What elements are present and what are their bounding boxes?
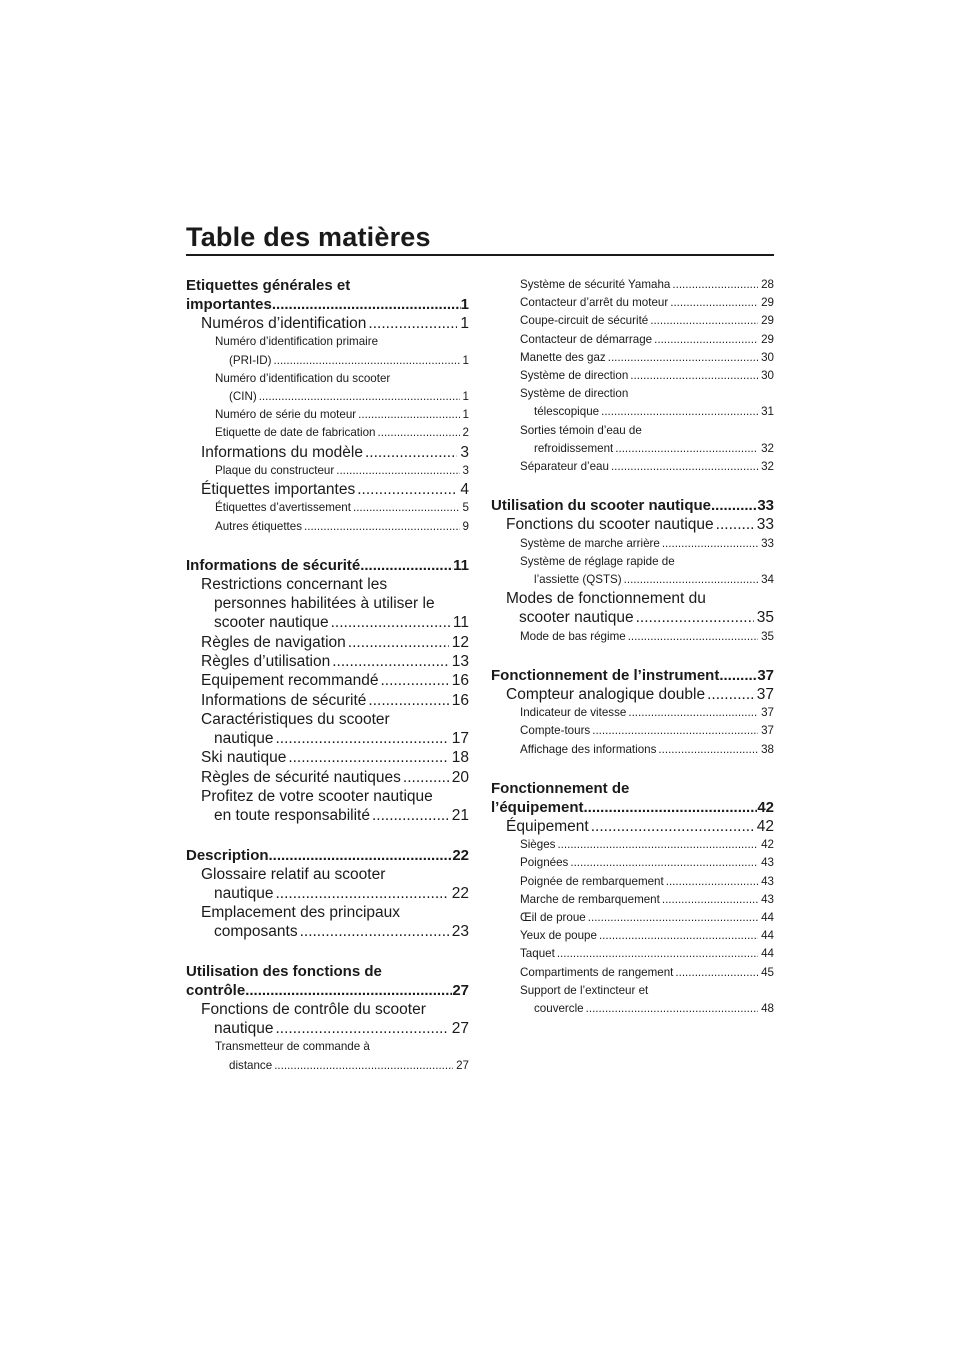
toc-entry-page-number: 22: [452, 846, 469, 864]
dot-leader: [654, 331, 758, 349]
section-gap: [186, 942, 469, 962]
toc-entry-level-2[interactable]: [186, 768, 469, 787]
dot-leader: [601, 403, 758, 421]
dot-leader: [611, 458, 758, 476]
toc-entry-title: Marche de rembarquement: [520, 892, 660, 906]
toc-entry-title: Fonctions du scooter nautique: [506, 516, 714, 534]
toc-entry-title: Informations du modèle: [201, 443, 363, 461]
toc-entry-title-part: Support de l’extincteur et: [520, 983, 649, 997]
toc-entry-title: Mode de bas régime: [520, 629, 626, 643]
toc-entry-page-number: 22: [451, 884, 469, 902]
toc-entry-page-number: 38: [761, 742, 774, 756]
toc-entry-title: télescopique: [534, 405, 600, 419]
dot-leader: [259, 388, 460, 406]
toc-entry-title-part: Utilisation des fonctions de: [186, 962, 382, 980]
toc-entry-page-number: 21: [451, 807, 469, 825]
toc-entry-title: distance: [229, 1058, 273, 1072]
toc-entry-level-3[interactable]: [186, 1038, 469, 1074]
toc-entry-level-2[interactable]: [186, 787, 469, 826]
dot-leader: [557, 945, 758, 963]
toc-entry-page-number: 44: [761, 947, 774, 961]
toc-entry-title: composants: [214, 923, 298, 941]
toc-entry-title: Équipement: [506, 817, 589, 835]
toc-entry-page-number: 20: [451, 768, 469, 786]
toc-entry-page-number: 18: [451, 749, 469, 767]
toc-entry-level-3[interactable]: [186, 370, 469, 406]
dot-leader: [636, 608, 754, 627]
toc-entry-title: contrôle: [186, 981, 246, 999]
dot-leader: [675, 964, 758, 982]
toc-entry-page-number: 33: [757, 497, 774, 515]
toc-entry-page-number: 44: [761, 929, 774, 943]
toc-entry-level-1[interactable]: [491, 666, 774, 685]
toc-entry-page-number: 27: [452, 981, 469, 999]
toc-entry-level-3[interactable]: [491, 294, 774, 312]
toc-entry-level-3[interactable]: [186, 333, 469, 369]
toc-entry-page-number: 1: [462, 353, 469, 367]
toc-entry-title-part: personnes habilitées à utiliser le: [214, 595, 435, 613]
toc-entry-level-3[interactable]: [491, 945, 774, 963]
toc-entry-title-part: Fonctionnement de: [491, 779, 630, 797]
toc-entry-page-number: 16: [451, 672, 469, 690]
toc-entry-level-3[interactable]: [491, 741, 774, 759]
toc-entry-page-number: 9: [462, 519, 469, 533]
toc-entry-page-number: 45: [761, 965, 774, 979]
toc-entry-level-3[interactable]: [186, 518, 469, 536]
dot-leader: [630, 367, 758, 385]
toc-entry-page-number: 43: [761, 874, 774, 888]
toc-entry-page-number: 34: [761, 572, 774, 586]
dot-leader: [300, 922, 449, 941]
toc-entry-title: Compteur analogique double: [506, 685, 706, 703]
toc-entry-level-3[interactable]: [491, 891, 774, 909]
dot-leader: [378, 424, 460, 442]
dot-leader: [368, 691, 448, 710]
toc-column-left: [186, 276, 469, 1075]
dot-leader: [711, 496, 757, 515]
dot-leader: [332, 652, 449, 671]
toc-entry-title: Fonctionnement de l’instrument: [491, 666, 720, 684]
section-gap: [491, 646, 774, 666]
dot-leader: [624, 571, 758, 589]
toc-entry-title: couvercle: [534, 1001, 584, 1015]
toc-entry-level-3[interactable]: [491, 535, 774, 553]
dot-leader: [336, 462, 459, 480]
toc-entry-level-3[interactable]: [491, 964, 774, 982]
toc-entry-title: Informations de sécurité: [201, 691, 367, 709]
toc-entry-title: Manette des gaz: [520, 350, 606, 364]
toc-entry-page-number: 37: [756, 685, 774, 703]
toc-entry-page-number: 27: [456, 1058, 469, 1072]
dot-leader: [274, 352, 460, 370]
dot-leader: [275, 1019, 448, 1038]
toc-entry-title-part: Profitez de votre scooter nautique: [201, 787, 433, 805]
toc-entry-level-1[interactable]: [186, 846, 469, 865]
toc-entry-page-number: 11: [453, 556, 469, 574]
toc-entry-level-2[interactable]: [186, 691, 469, 710]
toc-entry-title: Coupe-circuit de sécurité: [520, 314, 649, 328]
toc-entry-title-part: Fonctions de contrôle du scooter: [201, 1000, 426, 1018]
toc-entry-title: nautique: [214, 730, 274, 748]
toc-entry-title-part: Emplacement des principaux: [201, 904, 401, 922]
toc-entry-title: Description: [186, 846, 269, 864]
toc-entry-title: Système de sécurité Yamaha: [520, 278, 671, 291]
toc-entry-page-number: 23: [451, 923, 469, 941]
toc-entry-page-number: 1: [460, 315, 469, 332]
toc-entry-title: nautique: [214, 1020, 274, 1038]
dot-leader: [245, 981, 452, 1000]
toc-entry-title-part: Système de réglage rapide de: [520, 554, 675, 568]
toc-entry-page-number: 37: [757, 666, 774, 684]
dot-leader: [557, 836, 758, 854]
dot-leader: [599, 927, 758, 945]
toc-entry-level-3[interactable]: [491, 367, 774, 385]
toc-entry-page-number: 4: [460, 481, 469, 499]
toc-entry-level-3[interactable]: [491, 704, 774, 722]
toc-entry-title: Contacteur d’arrêt du moteur: [520, 296, 669, 310]
dot-leader: [331, 613, 450, 632]
toc-entry-title-part: Sorties témoin d’eau de: [520, 423, 642, 437]
toc-entry-title: refroidissement: [534, 441, 614, 455]
toc-entry-level-1[interactable]: [186, 276, 469, 314]
toc-entry-title: Séparateur d’eau: [520, 460, 609, 474]
toc-entry-level-2[interactable]: [491, 817, 774, 836]
toc-entry-level-3[interactable]: [491, 982, 774, 1018]
toc-entry-page-number: 1: [462, 389, 469, 403]
toc-entry-level-2[interactable]: [186, 671, 469, 690]
toc-entry-title: Informations de sécurité: [186, 556, 361, 574]
dot-leader: [368, 314, 457, 333]
toc-entry-title: Plaque du constructeur: [215, 463, 335, 477]
dot-leader: [272, 295, 461, 314]
dot-leader: [628, 704, 758, 722]
toc-entry-level-3[interactable]: [491, 722, 774, 740]
toc-entry-title: Numéro de série du moteur: [215, 408, 357, 422]
dot-leader: [357, 480, 457, 499]
toc-entry-level-3[interactable]: [186, 462, 469, 480]
toc-entry-page-number: 29: [761, 314, 774, 328]
toc-entry-title: scooter nautique: [214, 614, 329, 632]
toc-entry-title: scooter nautique: [519, 609, 634, 627]
dot-leader: [592, 722, 758, 740]
toc-entry-title: Indicateur de vitesse: [520, 706, 627, 720]
dot-leader: [670, 294, 758, 312]
toc-entry-level-1[interactable]: [491, 779, 774, 817]
section-gap: [186, 536, 469, 556]
toc-entry-title: Compte-tours: [520, 724, 591, 738]
toc-entry-title-part: Transmetteur de commande à: [215, 1040, 370, 1054]
dot-leader: [304, 518, 460, 536]
toc-entry-page-number: 13: [451, 652, 469, 670]
toc-entry-level-2[interactable]: [186, 480, 469, 499]
toc-entry-title: Étiquettes d’avertissement: [215, 501, 351, 515]
toc-entry-level-3[interactable]: [491, 628, 774, 646]
toc-entry-title: Etiquette de date de fabrication: [215, 426, 376, 440]
toc-entry-page-number: 29: [761, 332, 774, 346]
dot-leader: [358, 406, 459, 424]
dot-leader: [360, 556, 453, 575]
toc-entry-level-3[interactable]: [491, 276, 774, 294]
dot-leader: [615, 440, 758, 458]
toc-entry-title: Autres étiquettes: [215, 519, 303, 533]
toc-entry-page-number: 1: [460, 296, 469, 313]
toc-entry-title: Règles d’utilisation: [201, 652, 331, 670]
toc-entry-level-3[interactable]: [186, 424, 469, 442]
dot-leader: [628, 628, 758, 646]
toc-entry-title: Yeux de poupe: [520, 929, 597, 943]
dot-leader: [719, 666, 757, 685]
toc-entry-page-number: 28: [761, 278, 774, 291]
toc-entry-title: Système de marche arrière: [520, 536, 660, 550]
toc-entry-level-2[interactable]: [186, 903, 469, 942]
toc-entry-level-2[interactable]: [186, 633, 469, 652]
toc-entry-page-number: 43: [761, 892, 774, 906]
toc-entry-page-number: 3: [460, 443, 469, 461]
toc-entry-page-number: 29: [761, 296, 774, 310]
toc-entry-page-number: 30: [761, 350, 774, 364]
dot-leader: [288, 748, 448, 767]
toc-entry-level-1[interactable]: [186, 962, 469, 1000]
toc-entry-level-3[interactable]: [491, 312, 774, 330]
dot-leader: [707, 685, 754, 704]
toc-entry-page-number: 42: [761, 838, 774, 852]
toc-entry-title: Règles de sécurité nautiques: [201, 768, 401, 786]
toc-entry-level-2[interactable]: [186, 652, 469, 671]
toc-entry-title-part: Glossaire relatif au scooter: [201, 865, 386, 883]
dot-leader: [716, 515, 754, 534]
section-gap: [491, 759, 774, 779]
toc-entry-page-number: 42: [757, 798, 774, 816]
toc-entry-page-number: 33: [761, 536, 774, 550]
toc-entry-page-number: 16: [451, 691, 469, 709]
dot-leader: [372, 806, 449, 825]
dot-leader: [650, 312, 758, 330]
toc-entry-level-2[interactable]: [186, 443, 469, 462]
toc-entry-level-2[interactable]: [491, 515, 774, 534]
section-gap: [186, 826, 469, 846]
toc-entry-page-number: 30: [761, 369, 774, 383]
toc-entry-title-part: Modes de fonctionnement du: [506, 590, 706, 608]
toc-entry-page-number: 17: [451, 730, 469, 748]
toc-entry-title: Règles de navigation: [201, 633, 346, 651]
toc-entry-page-number: 48: [761, 1001, 774, 1015]
toc-entry-level-2[interactable]: [491, 685, 774, 704]
toc-entry-page-number: 11: [452, 614, 469, 632]
toc-entry-title: nautique: [214, 884, 274, 902]
dot-leader: [666, 873, 758, 891]
dot-leader: [275, 884, 448, 903]
toc-entry-level-3[interactable]: [491, 927, 774, 945]
toc-entry-page-number: 44: [761, 910, 774, 924]
toc-entry-level-1[interactable]: [491, 496, 774, 515]
toc-entry-level-2[interactable]: [186, 1000, 469, 1039]
toc-entry-title: Affichage des informations: [520, 742, 657, 756]
toc-entry-level-3[interactable]: [491, 349, 774, 367]
toc-entry-title: Étiquettes importantes: [201, 481, 356, 499]
toc-entry-title-part: Système de direction: [520, 387, 629, 401]
toc-entry-title: Système de direction: [520, 369, 629, 383]
toc-entry-title: (CIN): [229, 389, 257, 403]
toc-entry-level-3[interactable]: [491, 331, 774, 349]
toc-entry-title: (PRI-ID): [229, 353, 272, 367]
toc-entry-title: importantes: [186, 296, 272, 313]
toc-entry-page-number: 3: [462, 463, 469, 477]
toc-entry-page-number: 33: [756, 516, 774, 534]
toc-column-right: [491, 276, 774, 1018]
dot-leader: [381, 671, 449, 690]
toc-entry-page-number: 37: [761, 724, 774, 738]
toc-entry-level-2[interactable]: [491, 589, 774, 628]
dot-leader: [274, 1057, 453, 1075]
toc-entry-page-number: 1: [462, 408, 469, 422]
toc-entry-title: Œil de proue: [520, 910, 586, 924]
toc-entry-title: en toute responsabilité: [214, 807, 370, 825]
dot-leader: [662, 535, 758, 553]
dot-leader: [269, 846, 453, 865]
toc-entry-level-3[interactable]: [186, 406, 469, 424]
toc-entry-level-3[interactable]: [491, 854, 774, 872]
dot-leader: [348, 633, 449, 652]
toc-entry-page-number: 27: [451, 1020, 469, 1038]
toc-entry-title: Ski nautique: [201, 749, 287, 767]
toc-entry-page-number: 35: [756, 609, 774, 627]
toc-entry-level-1[interactable]: [186, 556, 469, 575]
toc-entry-title-part: Etiquettes générales et: [186, 277, 351, 294]
toc-entry-page-number: 43: [761, 856, 774, 870]
toc-entry-title: Poignées: [520, 856, 569, 870]
toc-entry-title: Compartiments de rangement: [520, 965, 674, 979]
toc-entry-level-3[interactable]: [491, 553, 774, 589]
toc-entry-level-3[interactable]: [186, 499, 469, 517]
toc-entry-page-number: 42: [756, 817, 774, 835]
toc-entry-page-number: 32: [761, 460, 774, 474]
toc-entry-page-number: 31: [761, 405, 774, 419]
toc-entry-title: Utilisation du scooter nautique: [491, 497, 712, 515]
toc-entry-title: Contacteur de démarrage: [520, 332, 653, 346]
dot-leader: [403, 768, 449, 787]
toc-entry-page-number: 5: [462, 501, 469, 515]
toc-entry-page-number: 32: [761, 441, 774, 455]
toc-entry-title: Poignée de rembarquement: [520, 874, 664, 888]
dot-leader: [591, 817, 754, 836]
toc-entry-title: l’assiette (QSTS): [534, 572, 622, 586]
dot-leader: [353, 499, 460, 517]
dot-leader: [570, 854, 758, 872]
toc-entry-level-3[interactable]: [491, 873, 774, 891]
toc-entry-level-3[interactable]: [491, 836, 774, 854]
toc-entry-title: Numéros d’identification: [201, 315, 367, 332]
toc-entry-level-2[interactable]: [186, 575, 469, 633]
toc-entry-title-part: Numéro d’identification primaire: [215, 335, 379, 349]
title-rule: [186, 254, 774, 256]
page-title: Table des matières: [186, 222, 431, 252]
dot-leader: [672, 276, 758, 294]
toc-entry-page-number: 2: [462, 426, 469, 440]
dot-leader: [586, 1000, 758, 1018]
toc-entry-title: Taquet: [520, 947, 555, 961]
dot-leader: [658, 741, 758, 759]
dot-leader: [662, 891, 758, 909]
toc-entry-level-2[interactable]: [186, 748, 469, 767]
section-gap: [491, 476, 774, 496]
toc-entry-title-part: Numéro d’identification du scooter: [215, 371, 391, 385]
dot-leader: [584, 798, 758, 817]
dot-leader: [588, 909, 758, 927]
toc-entry-title-part: Caractéristiques du scooter: [201, 710, 390, 728]
toc-entry-page-number: 35: [761, 629, 774, 643]
toc-entry-title: l’équipement: [491, 798, 584, 816]
dot-leader: [275, 729, 448, 748]
toc-entry-title: Sièges: [520, 838, 556, 852]
toc-entry-level-2[interactable]: [186, 314, 469, 333]
toc-entry-title: Equipement recommandé: [201, 672, 379, 690]
toc-entry-page-number: 37: [761, 706, 774, 720]
dot-leader: [365, 443, 457, 462]
dot-leader: [608, 349, 758, 367]
toc-entry-level-2[interactable]: [186, 710, 469, 749]
toc-entry-title-part: Restrictions concernant les: [201, 575, 388, 593]
toc-entry-level-3[interactable]: [491, 422, 774, 458]
toc-entry-level-3[interactable]: [491, 909, 774, 927]
toc-entry-level-3[interactable]: [491, 458, 774, 476]
toc-entry-level-2[interactable]: [186, 865, 469, 904]
toc-entry-level-3[interactable]: [491, 385, 774, 421]
toc-entry-page-number: 12: [451, 633, 469, 651]
